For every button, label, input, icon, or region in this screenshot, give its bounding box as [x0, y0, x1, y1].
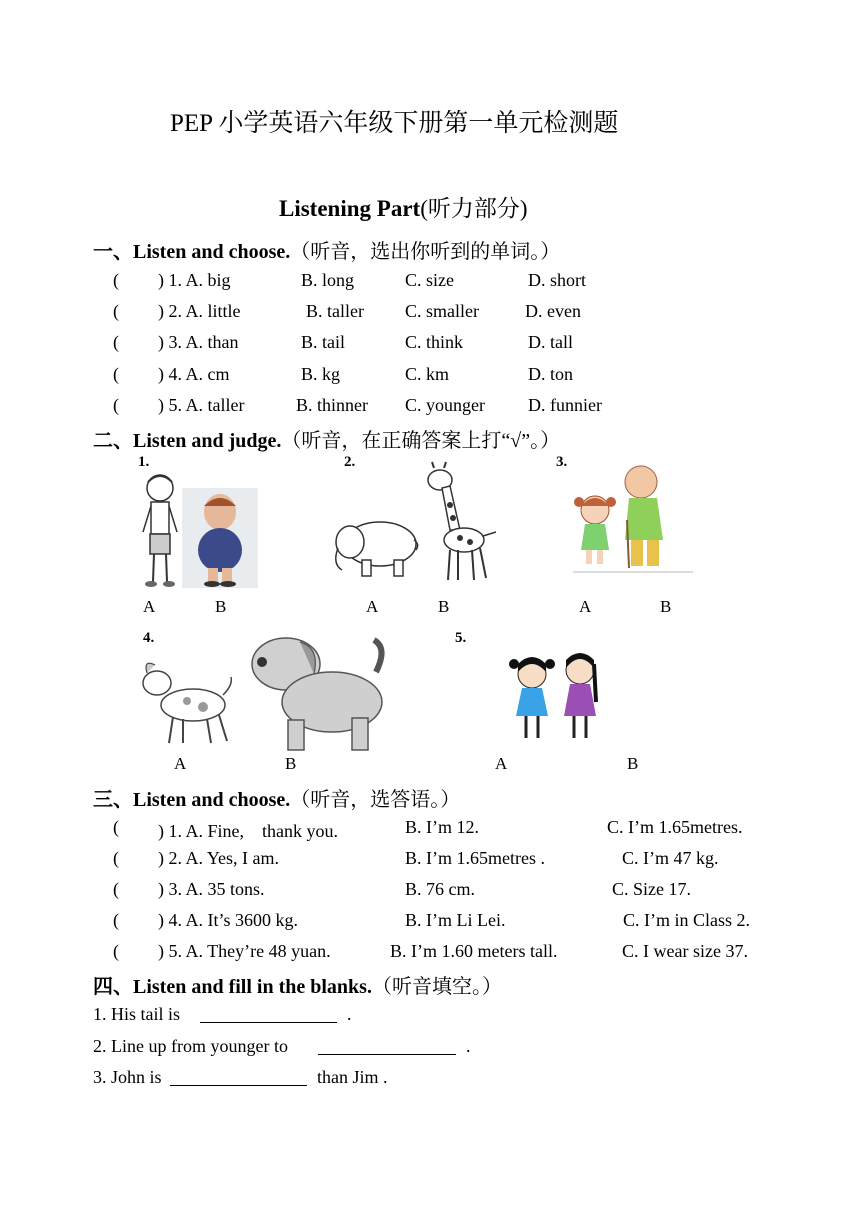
giraffe-image: [420, 460, 500, 584]
blank-line[interactable]: [200, 1022, 337, 1023]
option-b: B. I’m 1.65metres .: [405, 848, 545, 868]
item-number: 5.: [455, 630, 467, 646]
option-a: ) 5. A. taller: [158, 395, 245, 415]
option-b: B. kg: [301, 364, 341, 384]
option-b: B. thinner: [296, 395, 368, 415]
fill-suffix: .: [347, 1004, 352, 1024]
option-d: D. even: [525, 301, 581, 321]
item-number: 1.: [138, 454, 150, 470]
section-subtitle: [279, 190, 528, 223]
option-c: C. km: [405, 364, 450, 384]
choice-label-b: B: [627, 754, 639, 773]
item-number: 2.: [344, 454, 356, 470]
option-d: D. ton: [528, 364, 573, 384]
fill-prompt: 3. John is: [93, 1067, 162, 1087]
answer-paren-open: (: [113, 848, 119, 868]
option-a: ) 1. A. Fine, thank you.: [158, 821, 338, 841]
subtitle-en: Listening Part: [279, 196, 421, 221]
choice-label-a: A: [143, 597, 156, 616]
section-3-label: 三、Listen and choose.: [93, 789, 291, 811]
item-number: 4.: [143, 630, 155, 646]
choice-label-b: B: [660, 597, 672, 616]
option-a: ) 2. A. little: [158, 301, 241, 321]
section-3-heading: [93, 783, 460, 812]
section-1-label: 一、Listen and choose.: [93, 241, 291, 263]
fill-prompt: 2. Line up from younger to: [93, 1036, 288, 1056]
section-4-instruction: （听音填空。）: [371, 976, 502, 998]
answer-paren-open: (: [113, 395, 119, 415]
thin-boy-image: [138, 470, 183, 590]
girl-and-grandpa-image: [573, 460, 693, 576]
elephant-image: [328, 512, 422, 582]
option-c: C. size: [405, 270, 454, 290]
section-3-instruction: （听音，选答语。）: [290, 789, 461, 811]
option-b: B. 76 cm.: [405, 879, 475, 899]
answer-paren-open: (: [113, 301, 119, 321]
choice-label-a: A: [579, 597, 592, 616]
option-c: C. I’m 1.65metres.: [607, 817, 743, 837]
choice-label-b: B: [438, 597, 450, 616]
small-dog-image: [137, 655, 235, 747]
choice-label-b: B: [285, 754, 297, 773]
option-b: B. long: [301, 270, 355, 290]
page-title: PEP 小学英语六年级下册第一单元检测题: [170, 110, 619, 137]
section-2-heading: [93, 424, 560, 453]
fill-suffix: than Jim .: [317, 1067, 388, 1087]
option-c: C. I’m in Class 2.: [623, 910, 751, 930]
option-c: C. smaller: [405, 301, 479, 321]
section-1-heading: [93, 235, 560, 264]
option-c: C. Size 17.: [612, 879, 691, 899]
option-a: ) 1. A. big: [158, 270, 231, 290]
answer-paren-open: (: [113, 817, 119, 837]
option-d: D. short: [528, 270, 586, 290]
option-a: ) 5. A. They’re 48 yuan.: [158, 941, 331, 961]
choice-label-a: A: [495, 754, 508, 773]
section-4-label: 四、Listen and fill in the blanks.: [93, 976, 372, 998]
choice-label-a: A: [366, 597, 379, 616]
section-4-heading: [93, 970, 502, 999]
fill-suffix: .: [466, 1036, 471, 1056]
subtitle-cn: (听力部分): [420, 196, 528, 221]
choice-label-a: A: [174, 754, 187, 773]
section-2-instruction: （听音，在正确答案上打“√”。）: [281, 430, 561, 452]
option-d: D. funnier: [528, 395, 602, 415]
section-1-instruction: （听音，选出你听到的单词。）: [290, 241, 561, 263]
option-a: ) 3. A. 35 tons.: [158, 879, 265, 899]
answer-paren-open: (: [113, 332, 119, 352]
option-b: B. I’m 1.60 meters tall.: [390, 941, 558, 961]
blank-line[interactable]: [318, 1054, 456, 1055]
option-a: ) 4. A. It’s 3600 kg.: [158, 910, 299, 930]
option-b: B. I’m Li Lei.: [405, 910, 506, 930]
fill-prompt: 1. His tail is: [93, 1004, 181, 1024]
option-b: B. tail: [301, 332, 345, 352]
option-c: C. younger: [405, 395, 485, 415]
option-c: C. I wear size 37.: [622, 941, 748, 961]
option-c: C. think: [405, 332, 464, 352]
section-2-label: 二、Listen and judge.: [93, 430, 282, 452]
two-girls-image: [508, 650, 608, 742]
big-dog-image: [240, 628, 390, 756]
answer-paren-open: (: [113, 941, 119, 961]
answer-paren-open: (: [113, 910, 119, 930]
option-b: B. I’m 12.: [405, 817, 479, 837]
blank-line[interactable]: [170, 1085, 307, 1086]
option-c: C. I’m 47 kg.: [622, 848, 719, 868]
option-a: ) 3. A. than: [158, 332, 239, 352]
option-a: ) 2. A. Yes, I am.: [158, 848, 280, 868]
answer-paren-open: (: [113, 364, 119, 384]
answer-paren-open: (: [113, 270, 119, 290]
choice-label-b: B: [215, 597, 227, 616]
option-b: B. taller: [306, 301, 364, 321]
option-a: ) 4. A. cm: [158, 364, 230, 384]
fat-boy-image: [182, 488, 258, 588]
item-number: 3.: [556, 454, 568, 470]
option-d: D. tall: [528, 332, 573, 352]
answer-paren-open: (: [113, 879, 119, 899]
